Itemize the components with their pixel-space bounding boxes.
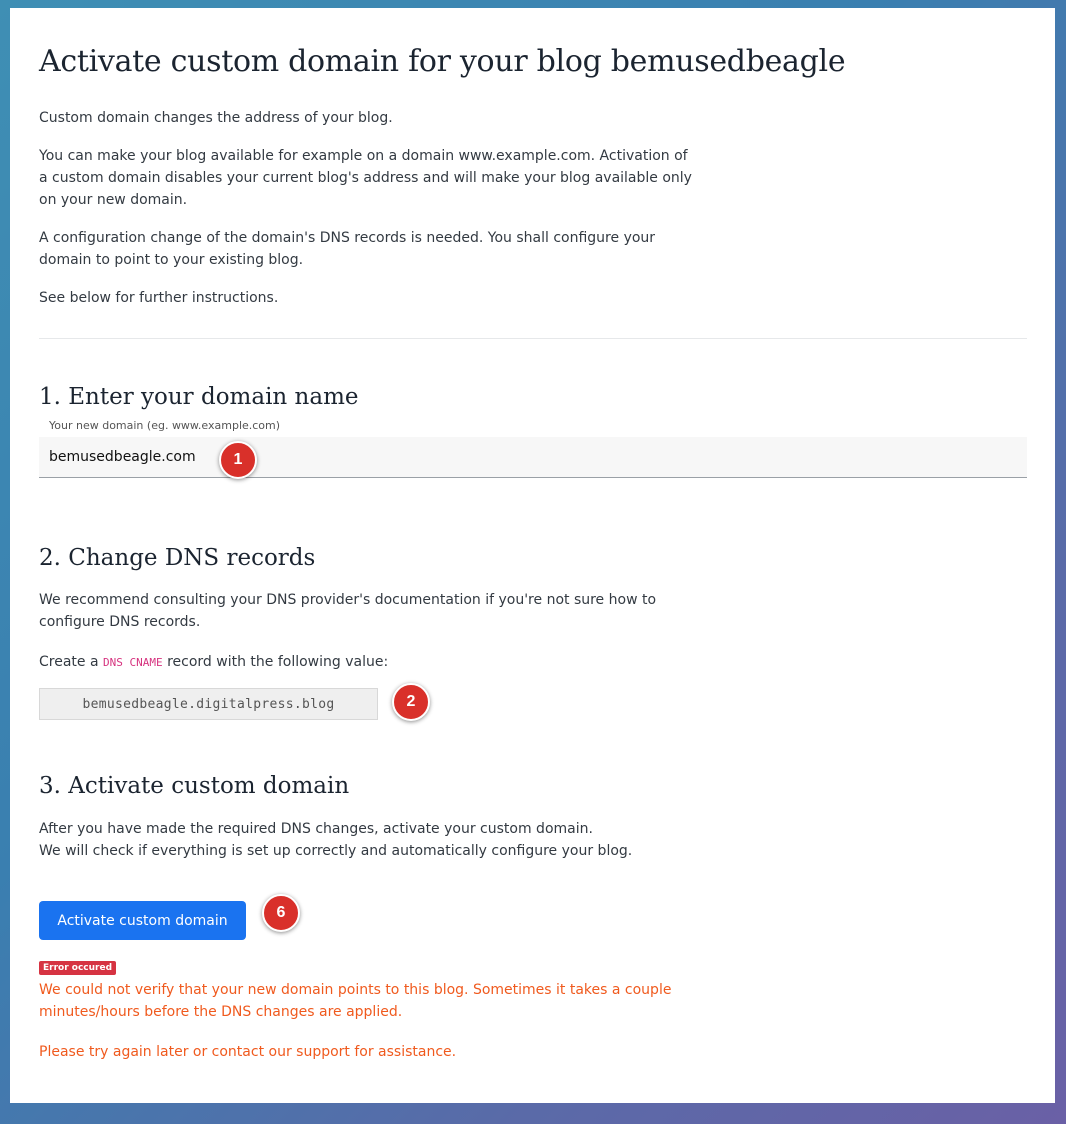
- step-marker-1: 1: [219, 441, 257, 479]
- activate-description: [39, 818, 679, 862]
- dns-description: We recommend consulting your DNS provider's documentation if you're not sure how to configure DNS records.: [39, 592, 657, 630]
- activate-custom-domain-button[interactable]: Activate custom domain: [39, 901, 246, 940]
- step-marker-6: 6: [262, 894, 300, 932]
- step3-heading: 3. Activate custom domain: [39, 773, 350, 799]
- dns-instruction: [39, 651, 699, 674]
- intro-text-2: You can make your blog available for example on a domain www.example.com. Activation of a custom domain disables your current blog's address and will make your blog available only on your new domain.: [39, 148, 692, 208]
- error-support-message: Please try again later or contact our support for assistance.: [39, 1044, 457, 1060]
- step-marker-2: 2: [392, 683, 430, 721]
- dns-instruction-suffix: record with the following value:: [167, 654, 389, 670]
- step2-heading: 2. Change DNS records: [39, 545, 316, 571]
- activate-line-2: We will check if everything is set up correctly and automatically configure your blog.: [39, 843, 633, 859]
- intro-text-4: See below for further instructions.: [39, 290, 279, 306]
- main-card: [10, 8, 1055, 1103]
- section-divider: [39, 338, 1027, 339]
- error-message: We could not verify that your new domain points to this blog. Sometimes it takes a couple minutes/hours before the DNS changes are applied.: [39, 982, 672, 1020]
- step1-heading: 1. Enter your domain name: [39, 384, 359, 410]
- page-title: Activate custom domain for your blog bemusedbeagle: [39, 44, 846, 79]
- error-badge: Error occured: [39, 961, 116, 975]
- cname-value-box[interactable]: bemusedbeagle.digitalpress.blog: [39, 688, 378, 720]
- dns-cname-code: DNS CNAME: [103, 656, 163, 669]
- domain-input[interactable]: [39, 437, 1027, 478]
- intro-text-3: A configuration change of the domain's DNS records is needed. You shall configure your domain to point to your existing blog.: [39, 230, 656, 268]
- activate-line-1: After you have made the required DNS changes, activate your custom domain.: [39, 821, 593, 837]
- domain-field-label: Your new domain (eg. www.example.com): [49, 419, 281, 432]
- intro-text-1: Custom domain changes the address of your blog.: [39, 110, 393, 126]
- dns-instruction-prefix: Create a: [39, 654, 99, 670]
